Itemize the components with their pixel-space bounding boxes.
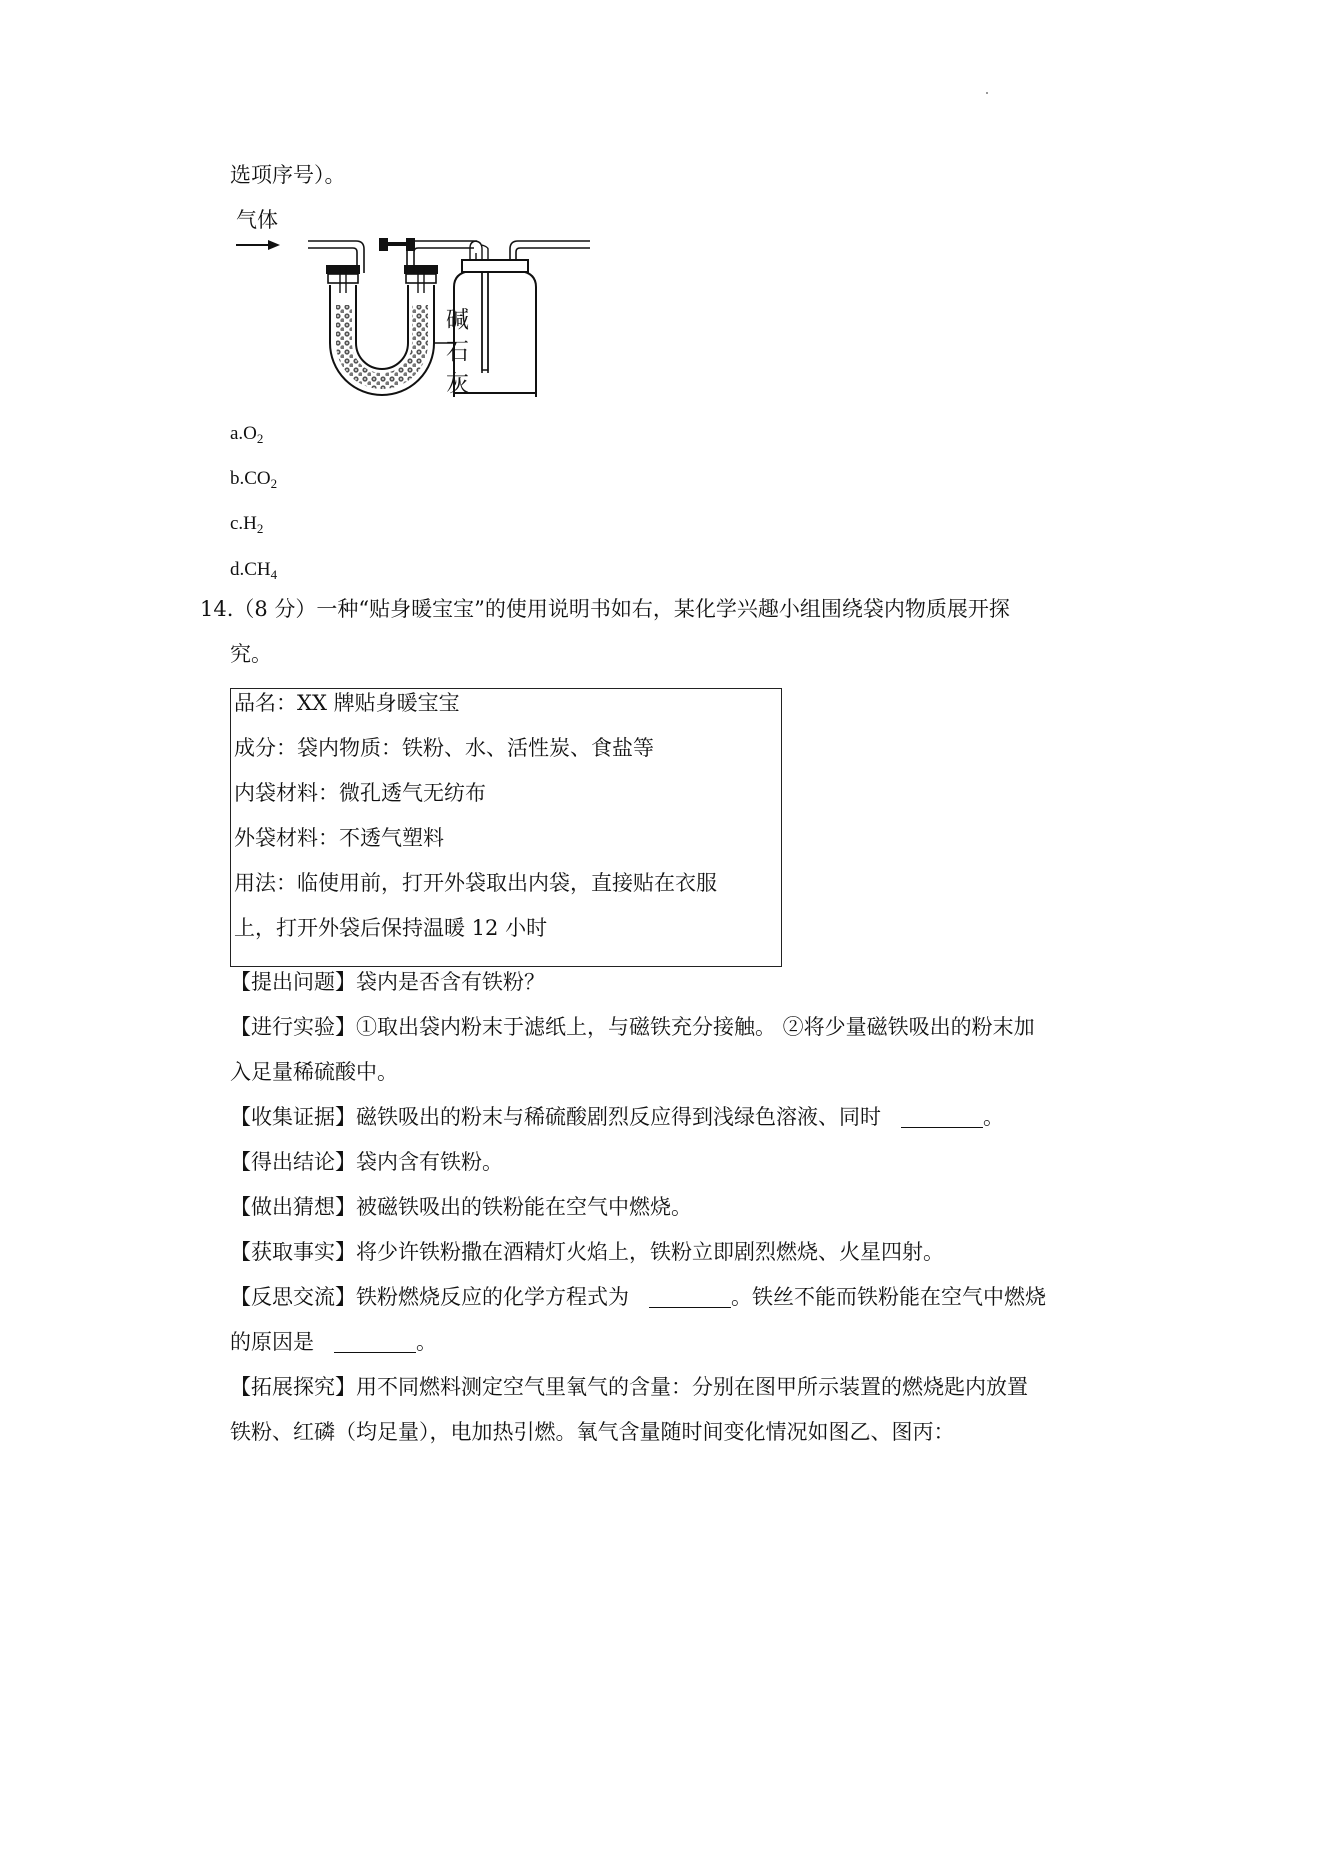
tube-joint-2 bbox=[406, 238, 415, 251]
info-usage-line1: 用法：临使用前，打开外袋取出内袋，直接贴在衣服 bbox=[234, 871, 717, 895]
u-tube-inner bbox=[356, 285, 408, 369]
product-info-box bbox=[230, 688, 782, 967]
stopper-left-top bbox=[326, 265, 360, 274]
extend-line1: 【拓展探究】用不同燃料测定空气里氧气的含量：分别在图甲所示装置的燃烧匙内放置 bbox=[230, 1375, 1028, 1399]
option-d: $d.CH_4$ bbox=[230, 559, 278, 582]
conclusion: 【得出结论】袋内含有铁粉。 bbox=[230, 1150, 503, 1174]
bottle-shoulder bbox=[454, 271, 536, 287]
soda-lime-fill bbox=[336, 305, 428, 389]
experiment-line1: 【进行实验】①取出袋内粉末于滤纸上，与磁铁充分接触。 ②将少量磁铁吸出的粉末加 bbox=[230, 1015, 1035, 1039]
gas-label: 气体 bbox=[236, 208, 278, 232]
info-product-name: 品名：XX 牌贴身暖宝宝 bbox=[234, 691, 460, 715]
lime-label-1: 碱 bbox=[446, 307, 469, 333]
gas-arrow-head bbox=[268, 240, 280, 250]
q14-intro-line1: 14.（8 分）一种“贴身暖宝宝”的使用说明书如右，某化学兴趣小组围绕袋内物质展开探 bbox=[200, 597, 1010, 621]
stopper-right-top bbox=[404, 265, 438, 274]
evidence-line: 【收集证据】磁铁吸出的粉末与稀硫酸剧烈反应得到浅绿色溶液、同时 。 bbox=[230, 1105, 1005, 1129]
lime-label-2: 石 bbox=[446, 339, 469, 365]
stopper-left-bottom bbox=[328, 274, 358, 283]
info-outer-bag: 外袋材料：不透气塑料 bbox=[234, 826, 444, 850]
raise-question: 【提出问题】袋内是否含有铁粉？ bbox=[230, 970, 545, 994]
lime-label-3: 灰 bbox=[446, 371, 469, 397]
info-usage-line2: 上，打开外袋后保持温暖 12 小时 bbox=[234, 916, 548, 940]
apparatus-diagram bbox=[236, 205, 596, 397]
q14-intro-line2: 究。 bbox=[230, 642, 272, 666]
bottle-stopper bbox=[462, 260, 528, 272]
info-inner-bag: 内袋材料：微孔透气无纺布 bbox=[234, 781, 486, 805]
page-dot bbox=[986, 92, 988, 94]
experiment-line2: 入足量稀硫酸中。 bbox=[230, 1060, 398, 1084]
prev-question-tail: 选项序号）。 bbox=[230, 163, 346, 187]
outlet-tube bbox=[510, 241, 590, 261]
equation-blank[interactable] bbox=[649, 1287, 731, 1308]
option-a: $a.O_2$ bbox=[230, 423, 264, 446]
evidence-blank[interactable] bbox=[901, 1107, 983, 1128]
fact: 【获取事实】将少许铁粉撒在酒精灯火焰上，铁粉立即剧烈燃烧、火星四射。 bbox=[230, 1240, 944, 1264]
reason-blank[interactable] bbox=[334, 1332, 416, 1353]
tube-joint-1 bbox=[379, 238, 388, 251]
stopper-right-bottom bbox=[406, 274, 436, 283]
option-b: $b.CO_2$ bbox=[230, 468, 278, 491]
extend-line2: 铁粉、红磷（均足量），电加热引燃。氧气含量随时间变化情况如图乙、图丙： bbox=[230, 1420, 955, 1444]
info-ingredients: 成分：袋内物质：铁粉、水、活性炭、食盐等 bbox=[234, 736, 654, 760]
reflect-line2: 的原因是 。 bbox=[230, 1330, 438, 1354]
reflect-line1: 【反思交流】铁粉燃烧反应的化学方程式为 。铁丝不能而铁粉能在空气中燃烧 bbox=[230, 1285, 1047, 1309]
guess: 【做出猜想】被磁铁吸出的铁粉能在空气中燃烧。 bbox=[230, 1195, 692, 1219]
option-c: $c.H_2$ bbox=[230, 513, 264, 536]
